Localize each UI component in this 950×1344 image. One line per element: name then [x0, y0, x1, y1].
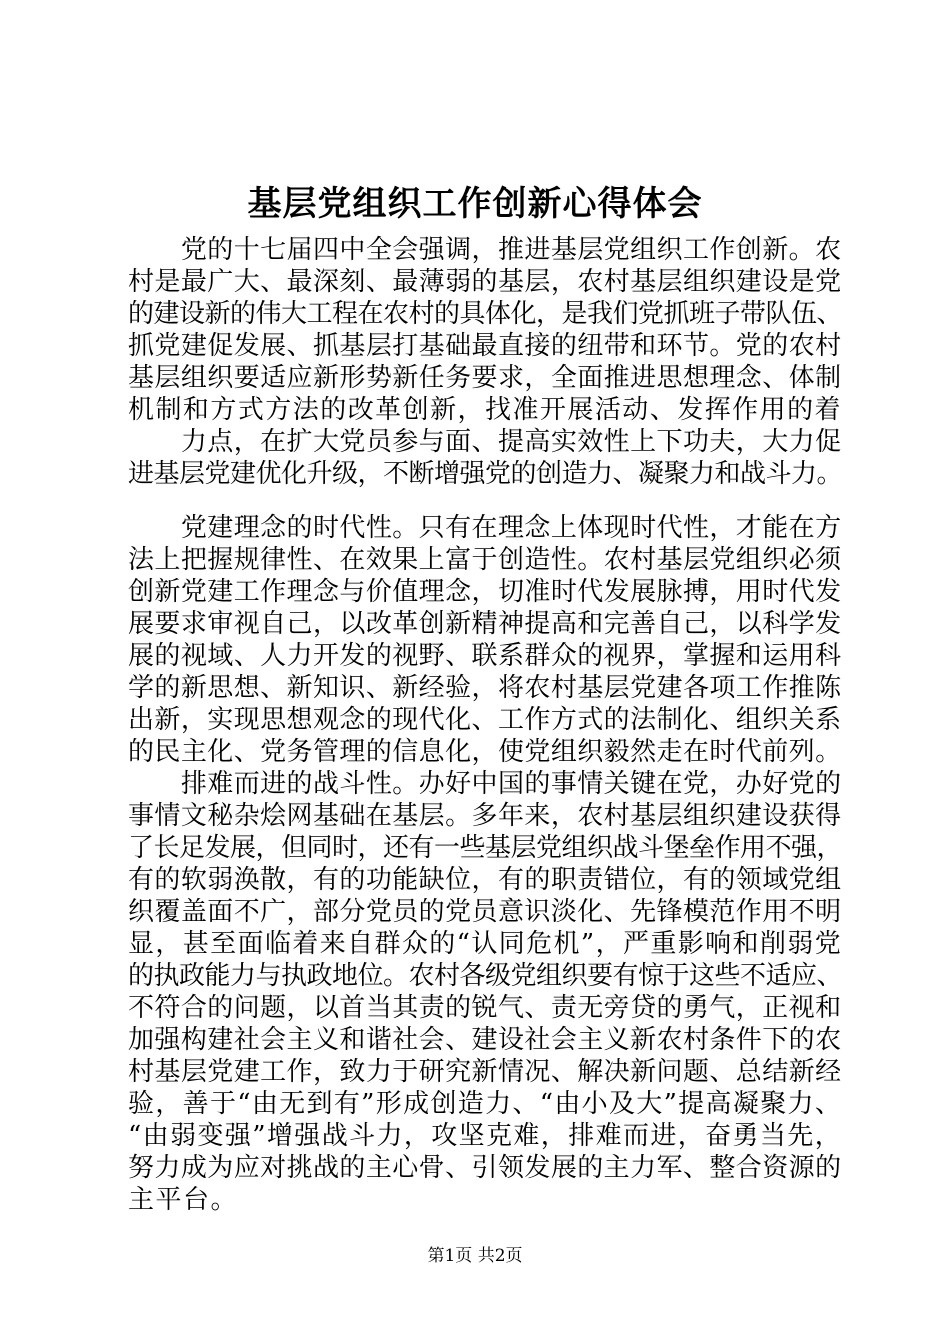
body-line: 法上把握规律性、在效果上富于创造性。农村基层党组织必须	[128, 545, 842, 575]
body-line: 加强构建社会主义和谐社会、建设社会主义新农村条件下的农	[128, 1025, 842, 1055]
body-line: 展要求审视自己，以改革创新精神提高和完善自己，以科学发	[128, 609, 842, 639]
body-line: 的建设新的伟大工程在农村的具体化，是我们党抓班子带队伍、	[128, 299, 843, 329]
body-line: 排难而进的战斗性。办好中国的事情关键在党，办好党的	[128, 769, 842, 799]
body-line: 机制和方式方法的改革创新，找准开展活动、发挥作用的着	[128, 395, 843, 425]
body-line: “由弱变强”增强战斗力，攻坚克难，排难而进，奋勇当先，	[128, 1121, 843, 1151]
body-line: 有的软弱涣散，有的功能缺位，有的职责错位，有的领域党组	[128, 865, 842, 895]
body-line: 显，甚至面临着来自群众的“认同危机”，严重影响和削弱党	[128, 929, 843, 959]
body-line: 验，善于“由无到有”形成创造力、“由小及大”提高凝聚力、	[128, 1089, 843, 1119]
body-line: 学的新思想、新知识、新经验，将农村基层党建各项工作推陈	[128, 673, 842, 703]
body-line: 展的视域、人力开发的视野、联系群众的视界，掌握和运用科	[128, 641, 842, 671]
body-line: 事情文秘杂烩网基础在基层。多年来，农村基层组织建设获得	[128, 801, 842, 831]
body-line: 基层组织要适应新形势新任务要求，全面推进思想理念、体制	[128, 363, 842, 393]
body-line: 抓党建促发展、抓基层打基础最直接的纽带和环节。党的农村	[128, 331, 842, 361]
document-title: 基层党组织工作创新心得体会	[247, 184, 703, 224]
page-number-footer: 第1页 共2页	[427, 1246, 523, 1266]
body-line: 党的十七届四中全会强调，推进基层党组织工作创新。农	[128, 235, 842, 265]
body-line: 了长足发展，但同时，还有一些基层党组织战斗堡垒作用不强，	[128, 833, 843, 863]
body-line: 的执政能力与执政地位。农村各级党组织要有惊于这些不适应、	[128, 961, 843, 991]
body-line: 努力成为应对挑战的主心骨、引领发展的主力军、整合资源的	[128, 1153, 842, 1183]
body-line: 村基层党建工作，致力于研究新情况、解决新问题、总结新经	[128, 1057, 842, 1087]
body-line: 党建理念的时代性。只有在理念上体现时代性，才能在方	[128, 513, 842, 543]
body-line: 进基层党建优化升级，不断增强党的创造力、凝聚力和战斗力。	[128, 459, 843, 489]
body-line: 织覆盖面不广，部分党员的党员意识淡化、先锋模范作用不明	[128, 897, 842, 927]
body-line: 力点，在扩大党员参与面、提高实效性上下功夫，大力促	[128, 427, 842, 457]
body-line: 主平台。	[128, 1185, 239, 1215]
body-line: 的民主化、党务管理的信息化，使党组织毅然走在时代前列。	[128, 737, 842, 767]
body-line: 不符合的问题，以首当其责的锐气、责无旁贷的勇气，正视和	[128, 993, 842, 1023]
body-line: 村是最广大、最深刻、最薄弱的基层，农村基层组织建设是党	[128, 267, 842, 297]
body-line: 创新党建工作理念与价值理念，切准时代发展脉搏，用时代发	[128, 577, 842, 607]
body-line: 出新，实现思想观念的现代化、工作方式的法制化、组织关系	[128, 705, 842, 735]
